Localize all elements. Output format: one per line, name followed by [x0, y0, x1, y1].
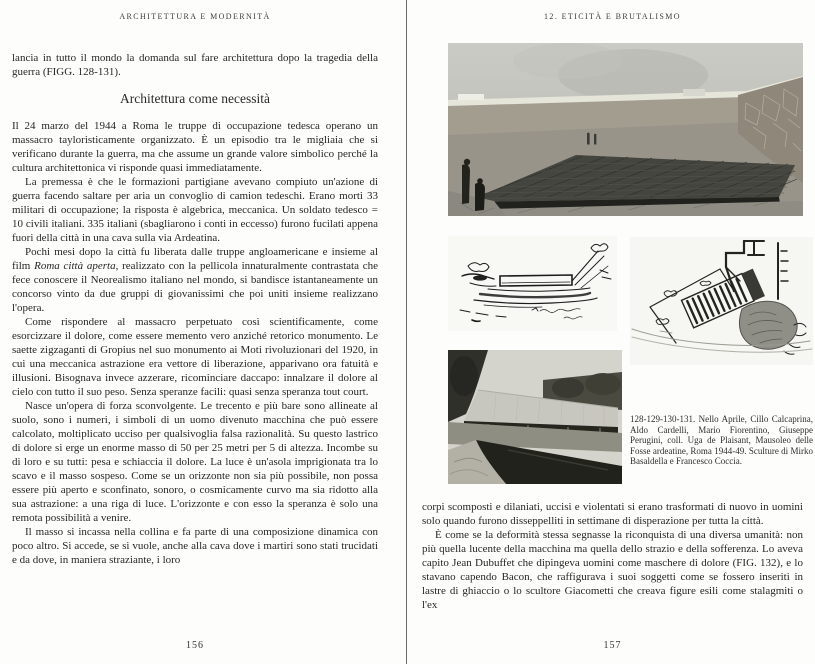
paragraph: Come rispondere al massacro perpetuato così scientificamente, come esorcizzare il dolore, come essere memento vero anziché retorico monumento. Le saette zigzaganti di Gropius nel suo monumento ai Moti rivoluzionari del 1920, in cui una meccanica astrazione era vettore di liberazione, apparivano ora fatuità e illusioni. Bisognava invece azzerare, ricominciare daccapo: innalzare il dolore al cielo con tutto il suo peso. Senza speranze facili: quasi senza speranza tout court. — [12, 316, 378, 398]
left-page-number: 156 — [186, 640, 204, 651]
section-heading: Architettura come necessità — [120, 91, 270, 106]
left-body-text — [12, 119, 378, 567]
paragraph: Il 24 marzo del 1944 a Roma le truppe di occupazione tedesca operano un massacro tayloristicamente organizzato. È un episodio tra le migliaia che si verificano durante la guerra, ma che assume un grande valore simbolico perché la cultura architettonica vi risponde quasi immediatamente. — [12, 120, 378, 174]
film-title-italic: Roma città aperta — [34, 260, 116, 272]
figure-129-monument-ink-sketch — [448, 236, 617, 331]
figure-128-mausoleum-courtyard-drawing — [448, 43, 803, 216]
right-body-text — [422, 500, 803, 612]
paragraph: È come se la deformità stessa segnasse la riconquista di una diversa umanità: non più quella lucente della macchina ma quella dello strazio e della sofferenza. Lo aveva capito Jean Dubuffet che dipingeva uomini come maschere di dolore (FIG. 132), e lo stavano capendo Bacon, che raffigurava i suoi soggetti come se fossero inseriti in lastre di ghiaccio o lo scultore Giacometti che creava figure esili come stalagmiti o l'ex — [422, 529, 803, 611]
page-gutter-divider — [406, 0, 407, 664]
paragraph: La premessa è che le formazioni partigiane avevano compiuto un'azione di guerra facendo saltare per aria un convoglio di camion tedeschi. Erano morti 33 militari di occupazione; la risposta è algebrica, meccanica. Un soldato tedesco = 10 civili italiani. 335 italiani (sbagliarono i conti in eccesso) furono fucilati appena fuori della città in una cava sulla via Ardeatina. — [12, 176, 378, 244]
paragraph — [12, 245, 378, 315]
paragraph: Nasce un'opera di forza sconvolgente. Le trecento e più bare sono allineate al suolo, sono i numeri, i simboli di un uomo divenuto macchina che può essere calcolato, moltiplicato ucciso per qualsivoglia falsa razionalità. Su questo lastrico di dolore si erge un enorme masso di 50 per 25 metri per 5 di altezza. Incombe su di loro e su tutti: pesa e schiaccia il dolore. La luce è un'asola imprigionata tra lo scavo e il masso sospeso. Come se un orizzonte non sia più possibile, non possa essere più aperto e sconfinato, sonoro, o cosmicamente curvo ma sia ridotto alla sua astrazione: a una riga di luce. L'orizzonte e con esso la speranza è solo una remota possibilità a venire. — [12, 400, 378, 524]
right-page-number: 157 — [603, 640, 622, 651]
paragraph: Il masso si incassa nella collina e fa parte di una composizione dinamica con poco altro. Si accede, se si vuole, anche alla cava dove i martiri sono stati trucidati e da dove, in maniera straziante, i loro — [12, 526, 378, 566]
paragraph-text: , realizzato con la pellicola innaturalmente contrastata che fece conoscere il Neorealismo italiano nel mondo, si bandisce istantaneamente un concorso vinto da due gruppi di giovanissimi che poi uniti insieme realizzano l'opera. — [12, 260, 378, 314]
left-running-head: ARCHITETTURA E MODERNITÀ — [119, 12, 271, 21]
left-intro-paragraph: lancia in tutto il mondo la domanda sul fare architettura dopo la tragedia della guerra (FIGG. 128-131). — [12, 52, 378, 78]
figure-130-site-plan-sketch — [630, 237, 813, 365]
paragraph: corpi scomposti e dilaniati, uccisi e violentati si erano trasformati di nuovo in uomini solo quando furono disseppelliti in settimane di disperazione per tutta la città. — [422, 501, 803, 527]
figure-caption: 128-129-130-131. Nello Aprile, Cillo Calcaprina, Aldo Cardelli, Mario Fiorentino, Giuseppe Perugini, coll. Uga de Plaisant, Mausoleo delle Fosse ardeatine, Roma 1944-49. Sculture di Mirko Basaldella e Francesco Coccia. — [630, 414, 813, 466]
figure-131-mausoleum-photo — [448, 350, 622, 484]
right-running-head: 12. ETICITÀ E BRUTALISMO — [544, 12, 681, 21]
paragraph-text: Pochi mesi dopo la città fu liberata dalle truppe angloamericane e insieme al film — [12, 246, 378, 272]
